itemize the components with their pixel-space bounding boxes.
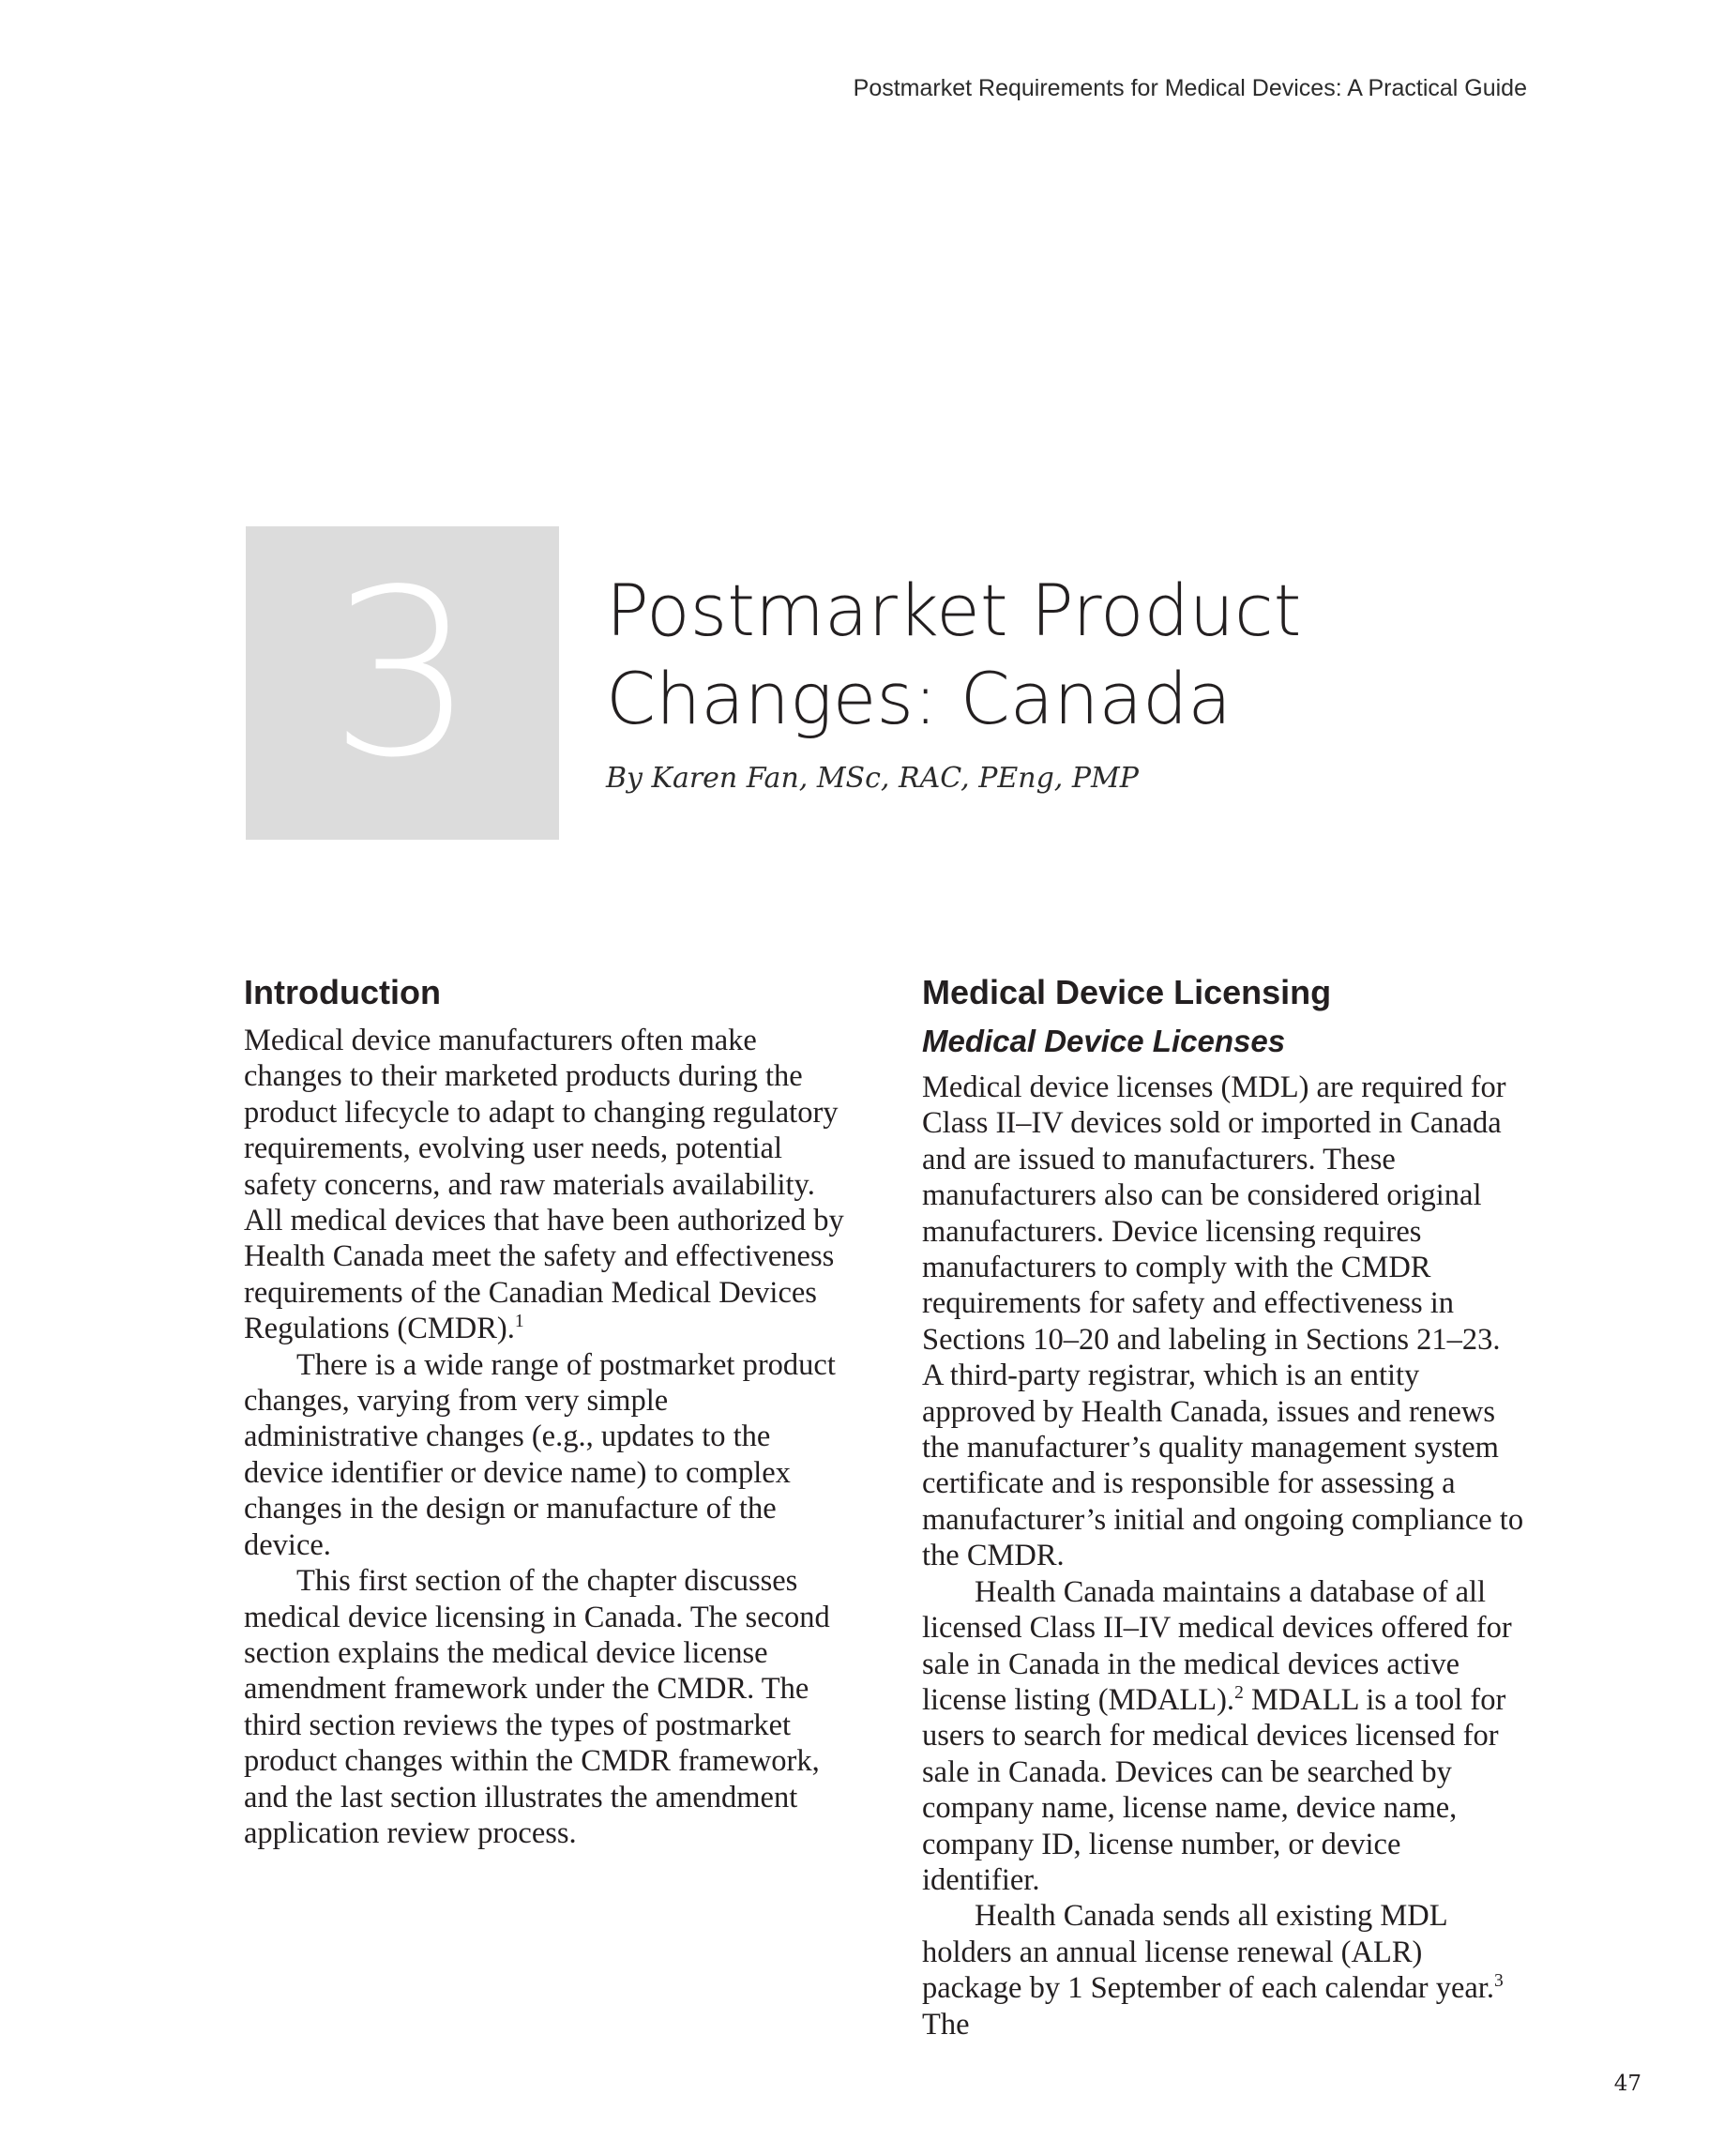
- running-header: Postmarket Requirements for Medical Devices: A Practical Guide: [853, 75, 1527, 101]
- left-column: [244, 972, 844, 1851]
- licensing-paragraph-3-text-a: Health Canada sends all existing MDL holders an annual license renewal (ALR) package by 1 September of each calendar year.: [922, 1899, 1494, 2006]
- licensing-paragraph-2-text-b: MDALL is a tool for users to search for medical devices licensed for sale in Canada. Devices can be searched by company name, license name, device name, company ID, license number, or device identifier.: [922, 1682, 1506, 1897]
- introduction-heading: Introduction: [244, 973, 441, 1011]
- chapter-number: 3: [329, 540, 476, 808]
- chapter-number-box: [246, 526, 559, 840]
- chapter-title-line-2: Changes: Canada: [606, 657, 1232, 740]
- chapter-title: [606, 567, 1301, 743]
- licenses-subheading: Medical Device Licenses: [922, 1024, 1286, 1058]
- footnote-marker-2: 2: [1234, 1683, 1244, 1704]
- licensing-paragraph-3: [922, 1898, 1524, 2042]
- licensing-paragraph-2: [922, 1574, 1524, 1899]
- right-column: [922, 972, 1524, 2042]
- chapter-title-line-1: Postmarket Product: [606, 569, 1302, 652]
- footnote-marker-3: 3: [1493, 1971, 1504, 1992]
- footnote-marker-1: 1: [514, 1312, 524, 1332]
- author-byline: By Karen Fan, MSc, RAC, PEng, PMP: [606, 762, 1139, 795]
- licensing-paragraph-1: Medical device licenses (MDL) are required for Class II–IV devices sold or imported in Canada and are issued to manufacturers. These manufacturers also can be considered original manufacturers. Device licensing requires manufacturers to comply with the CMDR requirements for safety and effectiveness in Sections 10–20 and labeling in Sections 21–23. A third-party registrar, which is an entity approved by Health Canada, issues and renews the manufacturer’s quality management system certificate and is responsible for assessing a manufacturer’s initial and ongoing compliance to the CMDR.: [922, 1070, 1524, 1573]
- intro-paragraph-2: There is a wide range of postmarket product changes, varying from very simple administrative changes (e.g., updates to the device identifier or device name) to complex changes in the design or manufacture of the device.: [244, 1347, 836, 1562]
- licensing-paragraph-3-text-b: The: [922, 2007, 970, 2042]
- page-number: 47: [1613, 2072, 1641, 2096]
- licensing-paragraph-2-text-a: Health Canada maintains a database of all licensed Class II–IV medical devices offered for sale in Canada in the medical devices active license listing (MDALL).: [922, 1574, 1512, 1717]
- intro-paragraph-1: [244, 1023, 844, 1347]
- licensing-heading: Medical Device Licensing: [922, 973, 1332, 1011]
- intro-paragraph-1-text: Medical device manufacturers often make changes to their marketed products during the product lifecycle to adapt to changing regulatory requirements, evolving user needs, potential safety concerns, and raw materials availability. All medical devices that have been authorized by Health Canada meet the safety and effectiveness requirements of the Canadian Medical Devices Regulations (CMDR).: [244, 1024, 844, 1346]
- intro-paragraph-3: This first section of the chapter discusses medical device licensing in Canada. The second section explains the medical device license amendment framework under the CMDR. The third section reviews the types of postmarket product changes within the CMDR framework, and the last section illustrates the amendment application review process.: [244, 1564, 830, 1850]
